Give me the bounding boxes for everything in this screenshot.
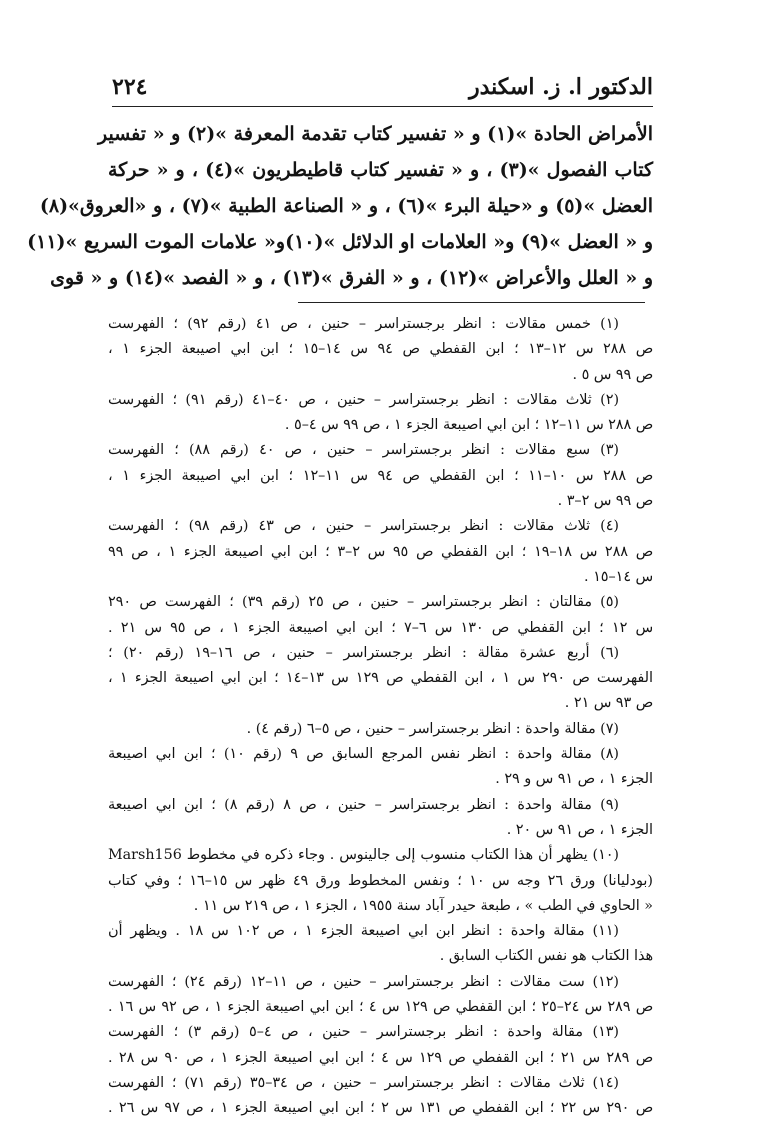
footnote-line: (٩) مقالة واحدة : انظر برجستراسر – حنين ، ص ٨ (رقم ٨) ؛ ابن ابي اصيبعة bbox=[108, 796, 619, 813]
footnote-line: ص ٢٨٨ س ١١–١٢ ؛ ابن ابي اصيبعة الجزء ١ ، ص ٩٩ س ٤–٥ . bbox=[284, 417, 653, 434]
footnote-line: (١٤) ثلاث مقالات : انظر برجستراسر – حنين ، ص ٣٤–٣٥ (رقم ٧١) ؛ الفهرست bbox=[108, 1074, 619, 1091]
page-number: ٢٢٤ bbox=[112, 74, 148, 100]
body-line: و « العضل »(٩) و« العلامات او الدلائل »(١٠)و« علامات الموت السريع »(١١) bbox=[27, 231, 653, 253]
footnote-line: الفهرست ص ٢٩٠ س ١ ، ابن القفطي ص ١٢٩ س ١٣–١٤ ؛ ابن ابي اصيبعة الجزء ١ ، bbox=[108, 670, 653, 687]
footnote-line: (بودليانا) ورق ٢٦ وجه س ١٠ ؛ ونفس المخطوط ورق ٤٩ ظهر س ١٥–١٦ ؛ وفي كتاب bbox=[108, 872, 653, 889]
footnote-line: (٦) أربع عشرة مقالة : انظر برجستراسر – حنين ، ص ١٦–١٩ (رقم ٢٠) ؛ bbox=[108, 644, 620, 661]
running-head: الدكتور ا. ز. اسكندر bbox=[468, 74, 653, 100]
footnote-line: (١) خمس مقالات : انظر برجستراسر – حنين ، ص ٤١ (رقم ٩٢) ؛ الفهرست bbox=[108, 316, 619, 332]
footnote-line: ص ٢٨٩ س ٢١ ؛ ابن القفطي ص ١٢٩ س ٤ ؛ ابن ابي اصيبعة الجزء ١ ، ص ٩٠ س ٢٨ . bbox=[108, 1049, 653, 1066]
footnote-line: ص ٩٣ س ٢١ . bbox=[564, 695, 653, 712]
footnote-line: « الحاوي في الطب » ، طبعة حيدر آباد سنة ١٩٥٥ ، الجزء ١ ، ص ٢١٩ س ١١ . bbox=[193, 897, 653, 914]
footnote-line: (٧) مقالة واحدة : انظر برجستراسر – حنين ، ص ٥–٦ (رقم ٤) . bbox=[246, 720, 619, 737]
footnote-rule bbox=[298, 302, 645, 303]
footnote-line: ص ٩٩ س ٢–٣ . bbox=[557, 493, 653, 510]
body-line: الأمراض الحادة »(١) و « تفسير كتاب تقدمة المعرفة »(٢) و « تفسير bbox=[98, 123, 653, 145]
footnote-line: (٣) سبع مقالات : انظر برجستراسر – حنين ، ص ٤٠ (رقم ٨٨) ؛ الفهرست bbox=[108, 442, 619, 459]
body-line: العضل »(٥) و «حيلة البرء »(٦) ، و « الصناعة الطبية »(٧) ، و «العروق»(٨) bbox=[39, 195, 653, 217]
footnote-line: (٢) ثلاث مقالات : انظر برجستراسر – حنين ، ص ٤٠–٤١ (رقم ٩١) ؛ الفهرست bbox=[108, 391, 620, 408]
footnote-line: ص ٩٩ س ٥ . bbox=[572, 366, 653, 383]
footnote-line: (٥) مقالتان : انظر برجستراسر – حنين ، ص ٢٥ (رقم ٣٩) ؛ الفهرست ص ٢٩٠ bbox=[108, 594, 619, 611]
footnote-line: (١٠) يظهر أن هذا الكتاب منسوب إلى جالينوس . وجاء ذكره في مخطوط Marsh156 bbox=[108, 847, 619, 864]
header-rule bbox=[112, 106, 653, 107]
footnote-line: (١١) مقالة واحدة : انظر ابن ابي اصيبعة الجزء ١ ، ص ١٠٢ س ١٨ . ويظهر أن bbox=[108, 923, 619, 940]
footnote-line: الجزء ١ ، ص ٩١ س و ٢٩ . bbox=[495, 771, 653, 788]
footnote-line: ص ٢٩٠ س ٢٢ ؛ ابن القفطي ص ١٣١ س ٢ ؛ ابن ابي اصيبعة الجزء ١ ، ص ٩٧ س ٢٦ . bbox=[108, 1100, 653, 1117]
footnote-line: س ١٢ ؛ ابن القفطي ص ١٣٠ س ٦–٧ ؛ ابن ابي اصيبعة الجزء ١ ، ص ٩٥ س ٢١ . bbox=[108, 619, 653, 636]
footnote-line: ص ٢٨٩ س ٢٤–٢٥ ؛ ابن القفطي ص ١٢٩ س ٤ ؛ ابن ابي اصيبعة الجزء ١ ، ص ٩٢ س ١٦ . bbox=[108, 999, 653, 1016]
footnote-line: هذا الكتاب هو نفس الكتاب السابق . bbox=[439, 948, 653, 965]
footnotes bbox=[108, 312, 653, 1122]
body-line: و « العلل والأعراض »(١٢) ، و « الفرق »(١٣) ، و « الفصد »(١٤) و « قوى bbox=[50, 267, 653, 289]
footnote-line: س ١٤–١٥ . bbox=[584, 568, 653, 585]
footnote-line: ص ٢٨٨ س ١٨–١٩ ؛ ابن القفطي ص ٩٥ س ٢–٣ ؛ ابن ابي اصيبعة الجزء ١ ، ص ٩٩ bbox=[108, 543, 653, 560]
body-line: كتاب الفصول »(٣) ، و « تفسير كتاب قاطيطريون »(٤) ، و « حركة bbox=[108, 159, 654, 181]
body-text bbox=[27, 116, 654, 296]
footnote-line: (١٢) ست مقالات : انظر برجستراسر – حنين ، ص ١١–١٢ (رقم ٢٤) ؛ الفهرست bbox=[108, 973, 619, 990]
footnote-line: (٨) مقالة واحدة : انظر نفس المرجع السابق ص ٩ (رقم ١٠) ؛ ابن ابي اصيبعة bbox=[108, 746, 619, 763]
footnote-line: (١٣) مقالة واحدة : انظر برجستراسر – حنين ، ص ٤–٥ (رقم ٣) ؛ الفهرست bbox=[108, 1024, 619, 1041]
footnote-line: ص ٢٨٨ س ١٢–١٣ ؛ ابن القفطي ص ٩٤ س ١٤–١٥ ؛ ابن ابي اصيبعة الجزء ١ ، bbox=[108, 341, 653, 358]
page-header bbox=[112, 74, 653, 108]
footnote-line: ص ٢٨٨ س ١٠–١١ ؛ ابن القفطي ص ٩٤ س ١١–١٢ ؛ ابن ابي اصيبعة الجزء ١ ، bbox=[108, 467, 653, 484]
footnote-line: الجزء ١ ، ص ٩١ س ٢٠ . bbox=[506, 821, 653, 838]
footnote-line: (٤) ثلاث مقالات : انظر برجستراسر – حنين ، ص ٤٣ (رقم ٩٨) ؛ الفهرست bbox=[108, 518, 619, 535]
